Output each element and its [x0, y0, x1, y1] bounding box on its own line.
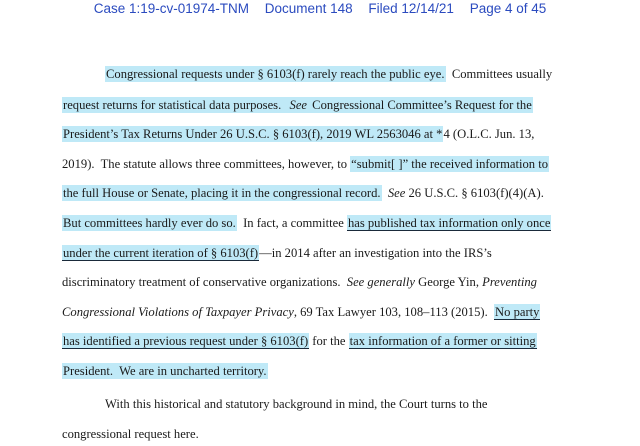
- text-line: [0, 124, 640, 146]
- text-line: [0, 243, 640, 265]
- highlighted-text: under the current iteration of § 6103(f): [63, 246, 259, 260]
- highlighted-text: Congressional Committee’s Request for the: [309, 98, 532, 112]
- text-segment: George Yin,: [414, 275, 483, 289]
- text-segment: Congressional Violations of Taxpayer Privacy: [62, 305, 294, 319]
- text-line: [0, 302, 640, 324]
- text-segment: With this historical and statutory background in mind, the Court turns to the: [105, 397, 488, 411]
- filed-date: Filed 12/14/21: [368, 1, 454, 16]
- highlighted-text: But committees hardly ever do so.: [63, 216, 236, 230]
- text-segment: 4 (O.L.C. Jun. 13,: [443, 127, 535, 141]
- highlighted-text: See: [289, 98, 308, 112]
- text-line: [0, 361, 640, 383]
- highlighted-text: “submit[ ]” the received information to: [351, 157, 549, 171]
- text-line: [0, 64, 640, 86]
- text-line: [0, 394, 640, 416]
- highlighted-text: tax information of a former or sitting: [349, 334, 536, 348]
- highlighted-text: the full House or Senate, placing it in the congressional record.: [63, 186, 381, 200]
- highlighted-text: President. We are in uncharted territory.: [63, 364, 267, 378]
- highlighted-text: has identified a previous request under § 6103(f): [63, 334, 309, 348]
- highlighted-text: request returns for statistical data purposes.: [63, 98, 288, 112]
- text-segment: 26 U.S.C. § 6103(f)(4)(A).: [405, 186, 544, 200]
- text-line: [0, 154, 640, 176]
- highlighted-text: Congressional requests under § 6103(f) rarely reach the public eye.: [106, 67, 445, 81]
- text-line: [0, 183, 640, 205]
- text-segment: Committees usually: [445, 67, 553, 81]
- highlighted-text: has published tax information only once: [347, 216, 551, 230]
- text-segment: In fact, a committee: [236, 216, 347, 230]
- highlighted-text: President’s Tax Returns Under 26 U.S.C. § 6103(f), 2019 WL 2563046 at *: [63, 127, 443, 141]
- text-segment: for the: [309, 334, 349, 348]
- text-segment: Preventing: [482, 275, 537, 289]
- text-segment: See: [387, 186, 406, 200]
- text-line: [0, 424, 640, 446]
- text-segment: , 69 Tax Lawyer 103, 108–113 (2015).: [293, 305, 495, 319]
- text-line: [0, 272, 640, 294]
- text-segment: —in 2014 after an investigation into the IRS’s: [259, 246, 492, 260]
- page-number: Page 4 of 45: [469, 1, 547, 16]
- highlighted-text: No party: [495, 305, 540, 319]
- case-number: Case 1:19-cv-01974-TNM: [93, 1, 250, 16]
- document-number: Document 148: [264, 1, 353, 16]
- text-segment: discriminatory treatment of conservative organizations.: [62, 275, 347, 289]
- case-header: [0, 0, 640, 22]
- text-line: [0, 213, 640, 235]
- text-line: [0, 95, 640, 117]
- text-line: [0, 331, 640, 353]
- text-segment: congressional request here.: [62, 427, 199, 441]
- text-segment: 2019). The statute allows three committees, however, to: [62, 157, 351, 171]
- text-segment: See generally: [346, 275, 415, 289]
